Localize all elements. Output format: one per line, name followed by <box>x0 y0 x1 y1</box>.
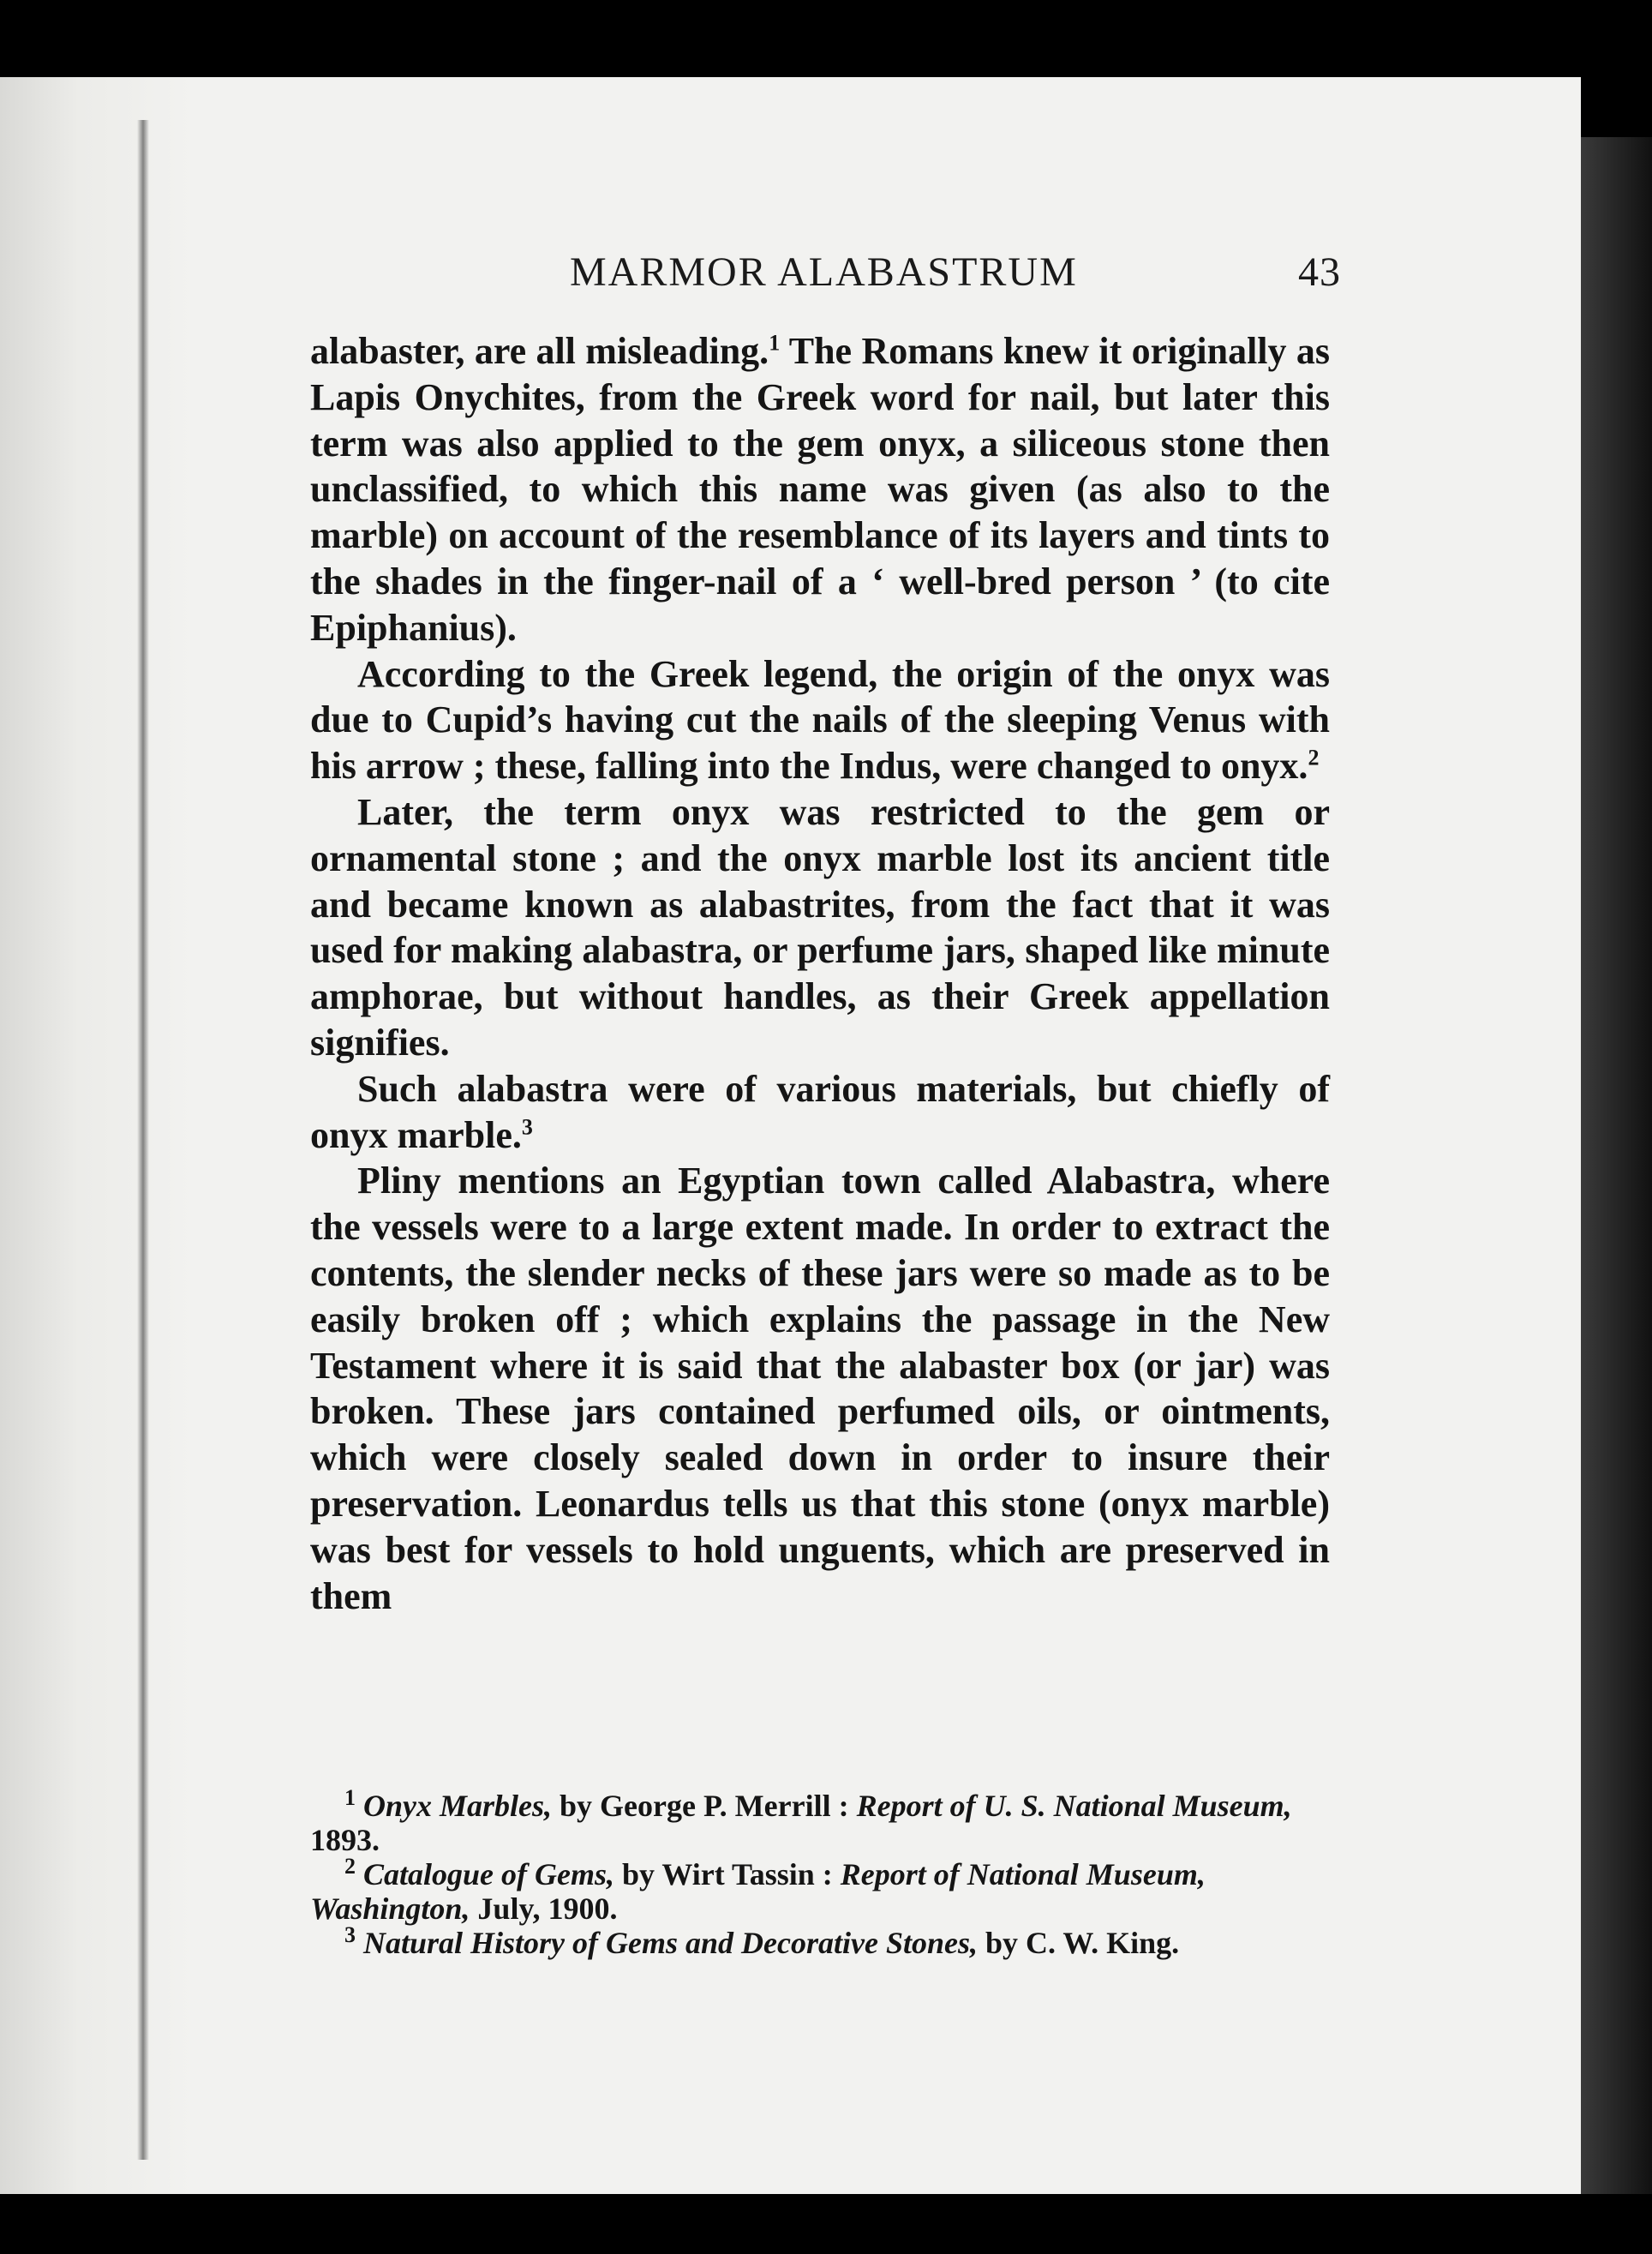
footnotes <box>310 1785 1330 1960</box>
footnote: $^1$ Onyx Marbles, by George P. Merrill : Report of U. S. National Museum, 1893. <box>310 1785 1292 1857</box>
paragraph: Pliny mentions an Egyptian town called Alabastra, where the vessels were to a large extent made. In order to extract the contents, the slender necks of these jars were so made as to be easily broken off ; which explains the passage in the New Testament where it is said that the alabaster box (or jar) was broken. These jars contained perfumed oils, or ointments, which were closely sealed down in order to insure their preservation. Leonardus tells us that this stone (onyx marble) was best for vessels to hold unguents, which are preserved in them <box>310 1160 1330 1617</box>
footnote: $^2$ Catalogue of Gems, by Wirt Tassin : Report of National Museum, Washington, July, 1900. <box>310 1854 1206 1926</box>
paragraph: Such alabastra were of various materials, but chiefly of onyx marble.$^3$ <box>310 1067 1330 1156</box>
paragraph: According to the Greek legend, the origin of the onyx was due to Cupid’s having cut the nails of the sleeping Venus with his arrow ; these, falling into the Indus, were changed to onyx.$^2$ <box>310 652 1330 788</box>
page-edge <box>1581 137 1652 2194</box>
footnote-ref: 2 <box>1308 745 1320 770</box>
page-gutter-shadow <box>0 77 197 2194</box>
footnote-ref: 1 <box>769 330 781 356</box>
paragraph: Later, the term onyx was restricted to the gem or ornamental stone ; and the onyx marble lost its ancient title and became known as alabastrites, from the fact that it was used for making alabastra, or perfume jars, shaped like minute amphorae, but without handles, as their Greek appellation signifies. <box>310 790 1330 1064</box>
running-header <box>313 249 1341 296</box>
footnote-ref: 3 <box>521 1113 533 1139</box>
paragraph: alabaster, are all misleading.$^1$ The Romans knew it originally as Lapis Onychites, from the Greek word for nail, but later this term was also applied to the gem onyx, a siliceous stone then unclassified, to which this name was given (as also to the marble) on account of the resemblance of its layers and tints to the shades in the finger-nail of a ‘ well-bred person ’ (to cite Epiphanius). <box>310 330 1331 649</box>
body-text <box>310 328 1330 1619</box>
footnote: $^3$ Natural History of Gems and Decorative Stones, by C. W. King. <box>344 1922 1180 1960</box>
page-number: 43 <box>1298 249 1341 295</box>
running-title: MARMOR ALABASTRUM <box>570 249 1078 295</box>
binding-edge <box>137 120 149 2160</box>
